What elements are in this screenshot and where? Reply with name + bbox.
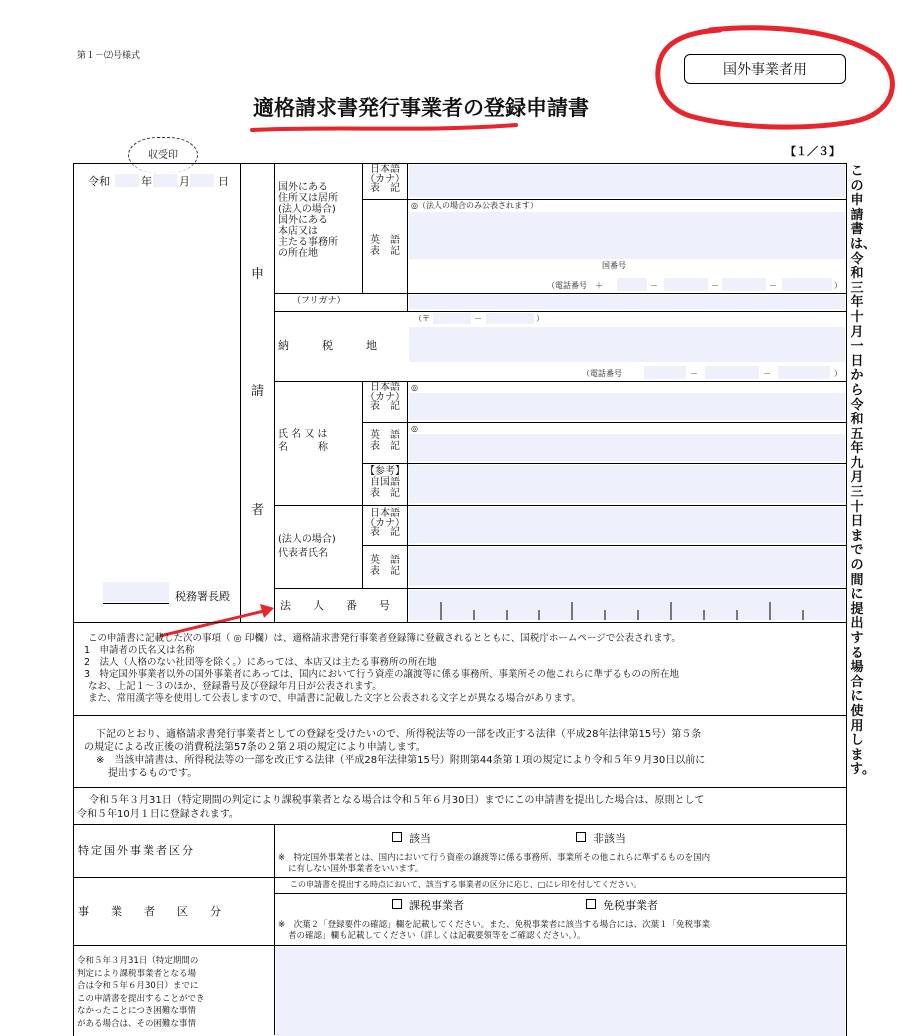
date-year: 年: [141, 175, 152, 188]
name-en-label: 英 語 表 記: [370, 430, 400, 452]
corp-number-digit-ticks: [409, 590, 845, 620]
name-en-input[interactable]: [409, 434, 845, 461]
specific-option-not-applicable[interactable]: 非該当: [576, 832, 626, 844]
address-en-label: 英 語 表 記: [370, 235, 400, 257]
address-ja-input[interactable]: [409, 165, 845, 197]
form-title: [253, 98, 589, 119]
rep-ja-label: 日本語 （カナ） 表 記: [365, 508, 405, 538]
address-ja-label: 日本語 （カナ） 表 記: [365, 164, 405, 194]
corp-number-label: 法 人 番 号: [280, 599, 390, 612]
red-circle-annotation: [650, 20, 903, 138]
date-day: 日: [218, 175, 229, 188]
name-ref-input[interactable]: [409, 465, 845, 503]
red-underline-annotation: [248, 120, 528, 136]
address-phone-label: （電話番号 ＋: [547, 281, 603, 290]
exempt-checkbox[interactable]: [586, 899, 596, 909]
category-option-taxable[interactable]: 課税事業者: [392, 899, 464, 911]
difficulty-input[interactable]: [276, 947, 845, 1036]
form-title-part2: の登録申請書: [463, 96, 589, 120]
category-top-note: この申請書を提出する時点において、該当する事業者の区分に応じ、□にレ印を付してください。: [290, 880, 642, 889]
category-option-exempt[interactable]: 免税事業者: [586, 899, 658, 911]
rep-en-label: 英 語 表 記: [370, 555, 400, 577]
tax-place-furigana-input[interactable]: [409, 295, 845, 309]
form-code: 第１－⑵号様式: [77, 51, 141, 61]
specific-label: 特定国外事業者区分: [78, 844, 195, 857]
name-ja-input[interactable]: [409, 393, 845, 420]
applicant-char-1: 申: [251, 267, 265, 282]
country-code-label: 国番号: [602, 261, 626, 270]
applicant-char-2: 請: [251, 384, 265, 399]
category-note: ※ 次葉２「登録要件の確認」欄を記載してください。また、免税事業者に該当する場合には、次葉１「免税事業 者の確認」欄も記載してください（詳しくは記載要領等をご確認ください。）。: [278, 920, 711, 941]
specific-not-applicable-checkbox[interactable]: [576, 832, 586, 842]
address-en-input[interactable]: [409, 212, 845, 259]
form-type-badge-label: 国外事業者用: [723, 62, 807, 78]
applicant-char-3: 者: [251, 503, 265, 518]
form-title-part1: 適格請求書発行事業者: [253, 96, 463, 120]
page-indicator: 【１／３】: [785, 145, 840, 158]
date-era: 令和: [88, 175, 110, 188]
address-publish-note: ◎（法人の場合のみ公表されます）: [411, 201, 538, 210]
deadline-notice: 令和５年３月31日（特定期間の判定により課税事業者となる場合は令和５年６月30日）までにこの申請書を提出した場合は、原則として 令和５年10月１日に登録されます。: [77, 795, 705, 820]
address-label: 国外にある 住所又は居所 (法人の場合) 国外にある 本店又は 主たる事務所 の所在地: [278, 182, 338, 259]
declaration: 下記のとおり、適格請求書発行事業者としての登録を受けたいので、所得税法等の一部を改正する法律（平成28年法律第15号）第５条 の規定による改正後の消費税法第57条の２第２項の規定により申請します。 ※ 当該申請書は、所得税法等の一部を改正する法律（平成28年法律第15号）附則第44条第１項の規定により令和５年９月30日以前に 提出するものです。: [84, 729, 706, 779]
rep-ja-input[interactable]: [409, 507, 845, 543]
difficulty-label: 令和５年３月31日（特定期間の 判定により課税事業者となる場 合は令和５年６月30日）までに この申請書を提出することができ なかったことにつき困難な事情 がある場合は、その困難な事情: [77, 956, 205, 1029]
tax-place-label: 納 税 地: [278, 339, 377, 352]
rep-label: (法人の場合) 代表者氏名: [278, 534, 336, 559]
name-ja-label: 日本語 （カナ） 表 記: [365, 382, 405, 412]
tax-office-label: 税務署長殿: [175, 590, 230, 603]
taxable-checkbox[interactable]: [392, 899, 402, 909]
name-label: 氏 名 又 は 名 称: [278, 429, 328, 453]
receipt-stamp-label: 収受印: [148, 150, 178, 161]
tax-place-input[interactable]: [409, 327, 845, 362]
vertical-notice: この申請書は、令和三年十月一日から令和五年九月三十日までの間に提出する場合に使用します。: [850, 164, 877, 778]
publication-notice: この申請書に記載した次の事項（ ◎ 印欄）は、適格請求書発行事業者登録簿に登載されるとともに、国税庁ホームページで公表されます。 1 申請者の氏名又は名称 2 法人（人格のない社団等を除く。）にあっては、本店又は主たる事務所の所在地 3 特定国外事業者以外の国外事業者にあっては、国内において行う資産の譲渡等に係る事務所、事業所その他これらに準ずるものの所在地 なお、上記１～３のほか、登録番号及び登録年月日が公表されます。 また、常用漢字等を使用して公表しますので、申請書に記載した文字と公表される文字とが異なる場合があります。: [84, 633, 681, 704]
tax-place-furigana-label: （フリガナ）: [292, 296, 346, 306]
specific-applicable-checkbox[interactable]: [392, 832, 402, 842]
specific-option-applicable[interactable]: 該当: [392, 832, 431, 844]
name-ref-label: 【参考】 自国語 表 記: [365, 466, 405, 499]
category-label: 事 業 者 区 分: [78, 905, 221, 918]
rep-en-input[interactable]: [409, 547, 845, 586]
date-month: 月: [179, 175, 190, 188]
specific-note: ※ 特定国外事業者とは、国内において行う資産の譲渡等に係る事務所、事業所その他これらに準ずるものを国内 に有しない国外事業者をいいます。: [278, 853, 711, 874]
